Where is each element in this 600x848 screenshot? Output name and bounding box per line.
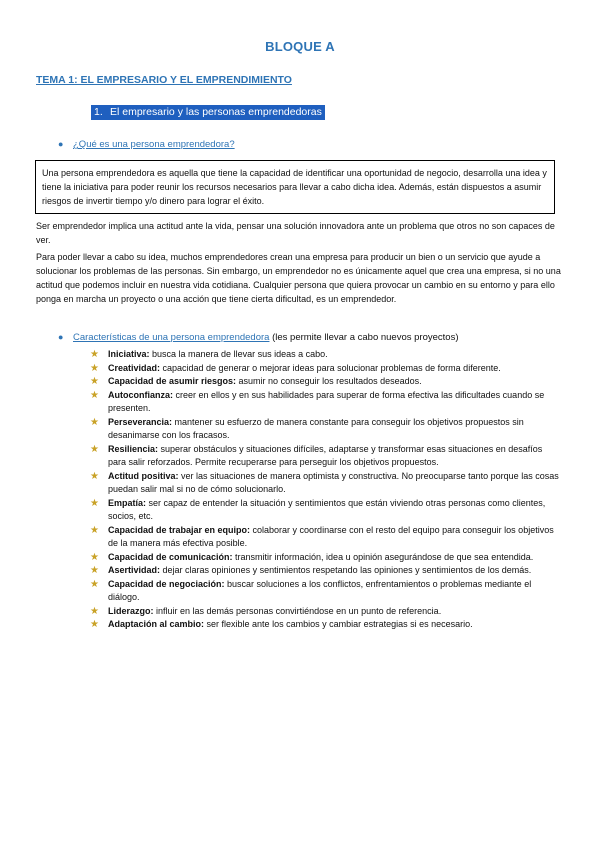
list-item (90, 605, 560, 619)
item-desc: influir en las demás personas convirtiéndose en un punto de referencia. (153, 605, 442, 616)
star-icon: ★ (90, 578, 99, 590)
document-title: BLOQUE A (265, 39, 335, 54)
list-item (90, 551, 560, 565)
item-term: Capacidad de trabajar en equipo: (108, 524, 251, 535)
star-icon: ★ (90, 349, 99, 360)
list-item (90, 497, 560, 524)
bullet-dot-icon: ● (58, 332, 64, 342)
star-icon: ★ (90, 497, 99, 509)
list-item (90, 524, 560, 551)
item-desc: buscar soluciones a los conflictos, enfrentamientos o problemas mediante el diálogo. (108, 578, 532, 602)
characteristics-bullet (58, 332, 459, 343)
item-term: Capacidad de asumir riesgos: (108, 376, 237, 386)
item-term: Autoconfianza: (108, 389, 173, 400)
tema-heading: TEMA 1: EL EMPRESARIO Y EL EMPRENDIMIENTO (36, 74, 292, 86)
list-item (90, 470, 560, 497)
item-desc: capacidad de generar o mejorar ideas para solucionar problemas de forma diferente. (160, 362, 501, 373)
star-icon: ★ (90, 524, 99, 536)
item-term: Creatividad: (108, 362, 161, 373)
paragraph-2: Para poder llevar a cabo su idea, muchos emprendedores crean una empresa para producir un bien o un servicio que ayude a solucionar los problemas de las personas. Sin embargo, un emprendedor no es únicamente aquel que crea una empresa, si no una actitud que podemos incluir en nuestra vida cotidiana. Cualquier persona que quiera provocar un cambio en su entorno y para ello ponga en marcha un proyecto o una acción que tiene cierta dificultad, es un emprendedor. (36, 252, 561, 304)
paragraph-1: Ser emprendedor implica una actitud ante la vida, pensar una solución innovadora ante un problema que otros no son capaces de ver. (36, 221, 555, 245)
item-desc: busca la manera de llevar sus ideas a cabo. (149, 349, 328, 359)
list-item (90, 348, 560, 362)
star-icon: ★ (90, 443, 99, 455)
list-item (90, 443, 560, 470)
definition-box: Una persona emprendedora es aquella que tiene la capacidad de identificar una oportunidad de negocio, desarrolla una idea y tiene la iniciativa para poder reunir los recursos necesarios para llevar a cabo dicha idea. Además, están dispuestos a asumir riesgos de invertir tiempo y/o dinero para lograr el éxito. (35, 160, 555, 214)
star-icon: ★ (90, 619, 99, 630)
star-icon: ★ (90, 376, 99, 387)
item-term: Empatía: (108, 497, 147, 508)
item-desc: mantener su esfuerzo de manera constante para conseguir los objetivos propuestos sin desanimarse con los fracasos. (108, 416, 524, 440)
item-desc: ser flexible ante los cambios y cambiar estrategias si es necesario. (204, 619, 473, 629)
item-term: Actitud positiva: (108, 470, 179, 481)
item-desc: ser capaz de entender la situación y sentimientos que están viviendo otras personas como clientes, socios, etc. (108, 497, 546, 521)
item-term: Capacidad de negociación: (108, 578, 225, 589)
list-item (90, 389, 560, 416)
list-item (90, 618, 560, 632)
section-number: 1. (94, 106, 103, 118)
item-desc: transmitir información, idea u opinión asegurándose de que sea entendida. (232, 551, 534, 562)
characteristics-link[interactable]: Características de una persona emprendedora (73, 332, 270, 343)
list-item (90, 362, 560, 376)
star-icon: ★ (90, 605, 99, 617)
item-term: Adaptación al cambio: (108, 619, 205, 629)
star-icon: ★ (90, 551, 99, 563)
star-icon: ★ (90, 362, 99, 374)
characteristics-note: (les permite llevar a cabo nuevos proyectos) (272, 332, 459, 343)
question-bullet (58, 139, 235, 150)
list-item (90, 375, 560, 389)
star-icon: ★ (90, 470, 99, 482)
star-icon: ★ (90, 416, 99, 428)
star-icon: ★ (90, 565, 99, 576)
question-link[interactable]: ¿Qué es una persona emprendedora? (73, 139, 235, 150)
item-desc: dejar claras opiniones y sentimientos respetando las opiniones y sentimientos de los demás. (160, 565, 532, 575)
star-icon: ★ (90, 389, 99, 401)
item-term: Liderazgo: (108, 605, 154, 616)
item-term: Asertividad: (108, 565, 161, 575)
list-item (90, 416, 560, 443)
section-label: El empresario y las personas emprendedoras (110, 106, 322, 118)
list-item (90, 578, 560, 605)
item-term: Iniciativa: (108, 349, 150, 359)
item-desc: colaborar y coordinarse con el resto del equipo para conseguir los objetivos de la manera más efectiva posible. (108, 524, 554, 548)
item-desc: ver las situaciones de manera optimista y constructiva. No preocuparse tanto porque las cosas puedan salir mal si no de cómo solucionarlo. (108, 470, 559, 494)
list-item (90, 564, 560, 578)
bullet-dot-icon: ● (58, 139, 64, 149)
item-desc: creer en ellos y en sus habilidades para superar de forma efectiva las dificultades cuando se presenten. (108, 389, 545, 413)
item-desc: asumir no conseguir los resultados deseados. (236, 376, 422, 386)
characteristics-list (90, 348, 560, 632)
item-term: Capacidad de comunicación: (108, 551, 233, 562)
item-term: Perseverancia: (108, 416, 173, 427)
item-desc: superar obstáculos y situaciones difíciles, adaptarse y transformar esas situaciones en desafíos para salir reforzados. Permite recuperarse para perseguir los objetivos propuestos. (108, 443, 543, 467)
section-heading (91, 105, 325, 120)
item-term: Resiliencia: (108, 443, 159, 454)
